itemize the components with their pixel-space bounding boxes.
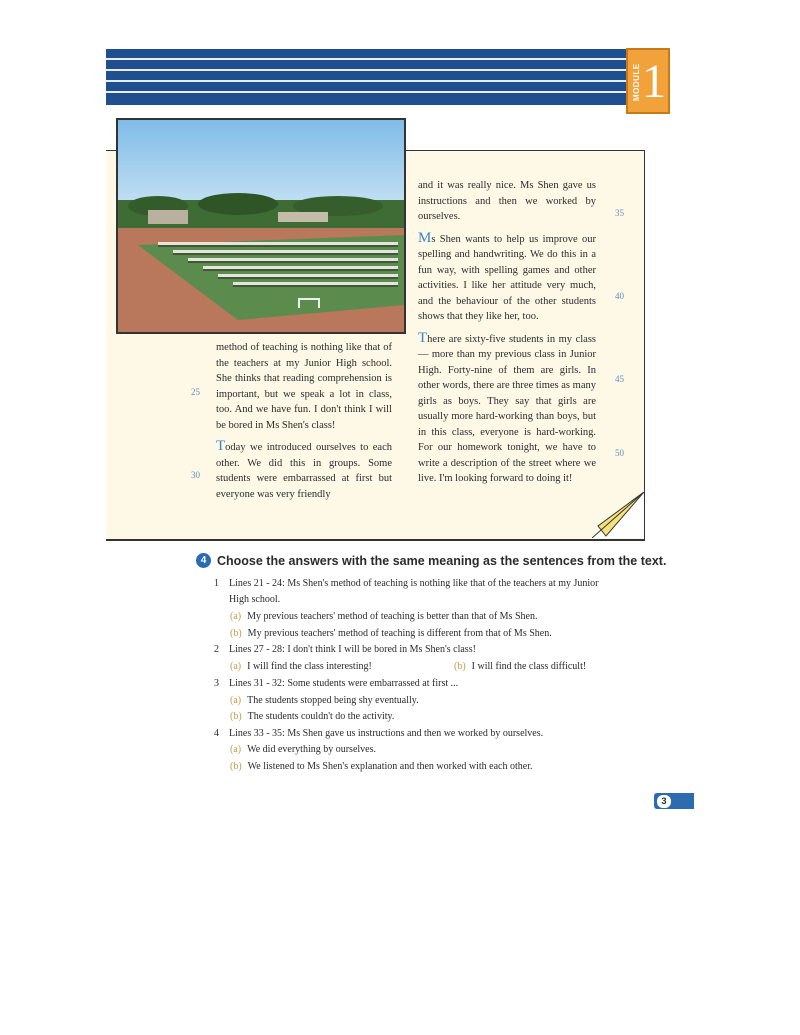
exercise-title: Choose the answers with the same meaning as the sentences from the text.	[217, 553, 667, 568]
question-text: Lines 27 - 28: I don't think I will be bored in Ms Shen's class!	[229, 644, 476, 655]
option-text: My previous teachers' method of teaching is better than that of Ms Shen.	[247, 611, 538, 622]
line-number: 25	[191, 387, 200, 397]
module-banner	[106, 49, 668, 105]
option-text: I will find the class difficult!	[471, 661, 587, 672]
question-3	[214, 676, 458, 691]
question-text: Lines 21 - 24: Ms Shen's method of teaching is nothing like that of the teachers at my Junior	[229, 578, 599, 589]
option-4b	[230, 759, 533, 774]
option-letter: (b)	[230, 711, 242, 722]
question-number: 3	[214, 678, 219, 689]
drop-cap: M	[418, 229, 432, 246]
option-text: The students couldn't do the activity.	[247, 711, 395, 722]
option-2b	[454, 659, 586, 674]
module-label: MODULE	[632, 63, 641, 101]
option-4a	[230, 742, 376, 757]
exercise-header	[196, 553, 666, 568]
option-text: We did everything by ourselves.	[247, 744, 376, 755]
option-letter: (a)	[230, 695, 242, 706]
right-text-column	[418, 178, 596, 493]
question-text: Lines 33 - 35: Ms Shen gave us instructions and then we worked by ourselves.	[229, 728, 544, 739]
option-1a	[230, 609, 537, 624]
question-1	[214, 576, 599, 591]
option-letter: (b)	[454, 661, 466, 672]
option-text: The students stopped being shy eventually.	[247, 695, 419, 706]
question-2	[214, 642, 476, 657]
right-paragraph-3	[418, 331, 596, 487]
question-number: 4	[214, 728, 219, 739]
left-paragraph-1: method of teaching is nothing like that of the teachers at my Junior High school. She thinks that reading comprehension is important, but we speak a lot in class, too. And we have fun. I don't think I will be bored in Ms Shen's class!	[216, 342, 392, 431]
line-number: 30	[191, 470, 200, 480]
right-paragraph-3-text: here are sixty-five students in my class — more than my previous class in Junior High. Forty-nine of them are girls. In other words, there are three times as many girls as boys. They say that girls are usually more hard-working than boys, but in this class, everyone is hard-working. For our homework tonight, we have to write a description of the street where we live. I'm looking forward to doing it!	[418, 333, 596, 484]
option-letter: (b)	[230, 761, 242, 772]
right-paragraph-2	[418, 231, 596, 325]
option-3a	[230, 693, 419, 708]
option-1b	[230, 626, 552, 641]
exercise-number-badge: 4	[196, 553, 211, 568]
left-paragraph-2	[216, 439, 392, 502]
question-1-continued: High school.	[229, 594, 281, 605]
question-number: 1	[214, 578, 219, 589]
question-text: Lines 31 - 32: Some students were embarrassed at first ...	[229, 678, 459, 689]
question-4	[214, 726, 543, 741]
drop-cap: T	[418, 329, 428, 346]
right-paragraph-1: and it was really nice. Ms Shen gave us instructions and then we worked by ourselves.	[418, 180, 596, 222]
question-number: 2	[214, 644, 219, 655]
option-letter: (b)	[230, 628, 242, 639]
option-text: I will find the class interesting!	[247, 661, 372, 672]
module-number: 1	[642, 55, 666, 108]
left-text-column	[216, 340, 392, 508]
page-number: 3	[656, 794, 672, 809]
line-number: 45	[615, 374, 624, 384]
line-number: 35	[615, 208, 624, 218]
line-number: 40	[615, 291, 624, 301]
drop-cap: T	[216, 438, 226, 454]
option-text: We listened to Ms Shen's explanation and then worked with each other.	[247, 761, 533, 772]
left-paragraph-2-text: oday we introduced ourselves to each other. We did this in groups. Some students were embarrassed at first but everyone was very friendly	[216, 442, 392, 500]
school-sports-ground-photo	[116, 118, 406, 334]
option-2a	[230, 659, 372, 674]
option-3b	[230, 709, 394, 724]
option-letter: (a)	[230, 611, 242, 622]
page-curl-icon	[592, 492, 644, 538]
right-paragraph-2-text: s Shen wants to help us improve our spelling and handwriting. We do this in a fun way, with spelling games and other activities. I like her attitude very much, and the behaviour of the other students shows that they like her, too.	[418, 233, 596, 322]
module-tab	[626, 48, 670, 114]
option-letter: (a)	[230, 744, 242, 755]
line-number: 50	[615, 448, 624, 458]
option-letter: (a)	[230, 661, 242, 672]
option-text: My previous teachers' method of teaching is different from that of Ms Shen.	[247, 628, 552, 639]
